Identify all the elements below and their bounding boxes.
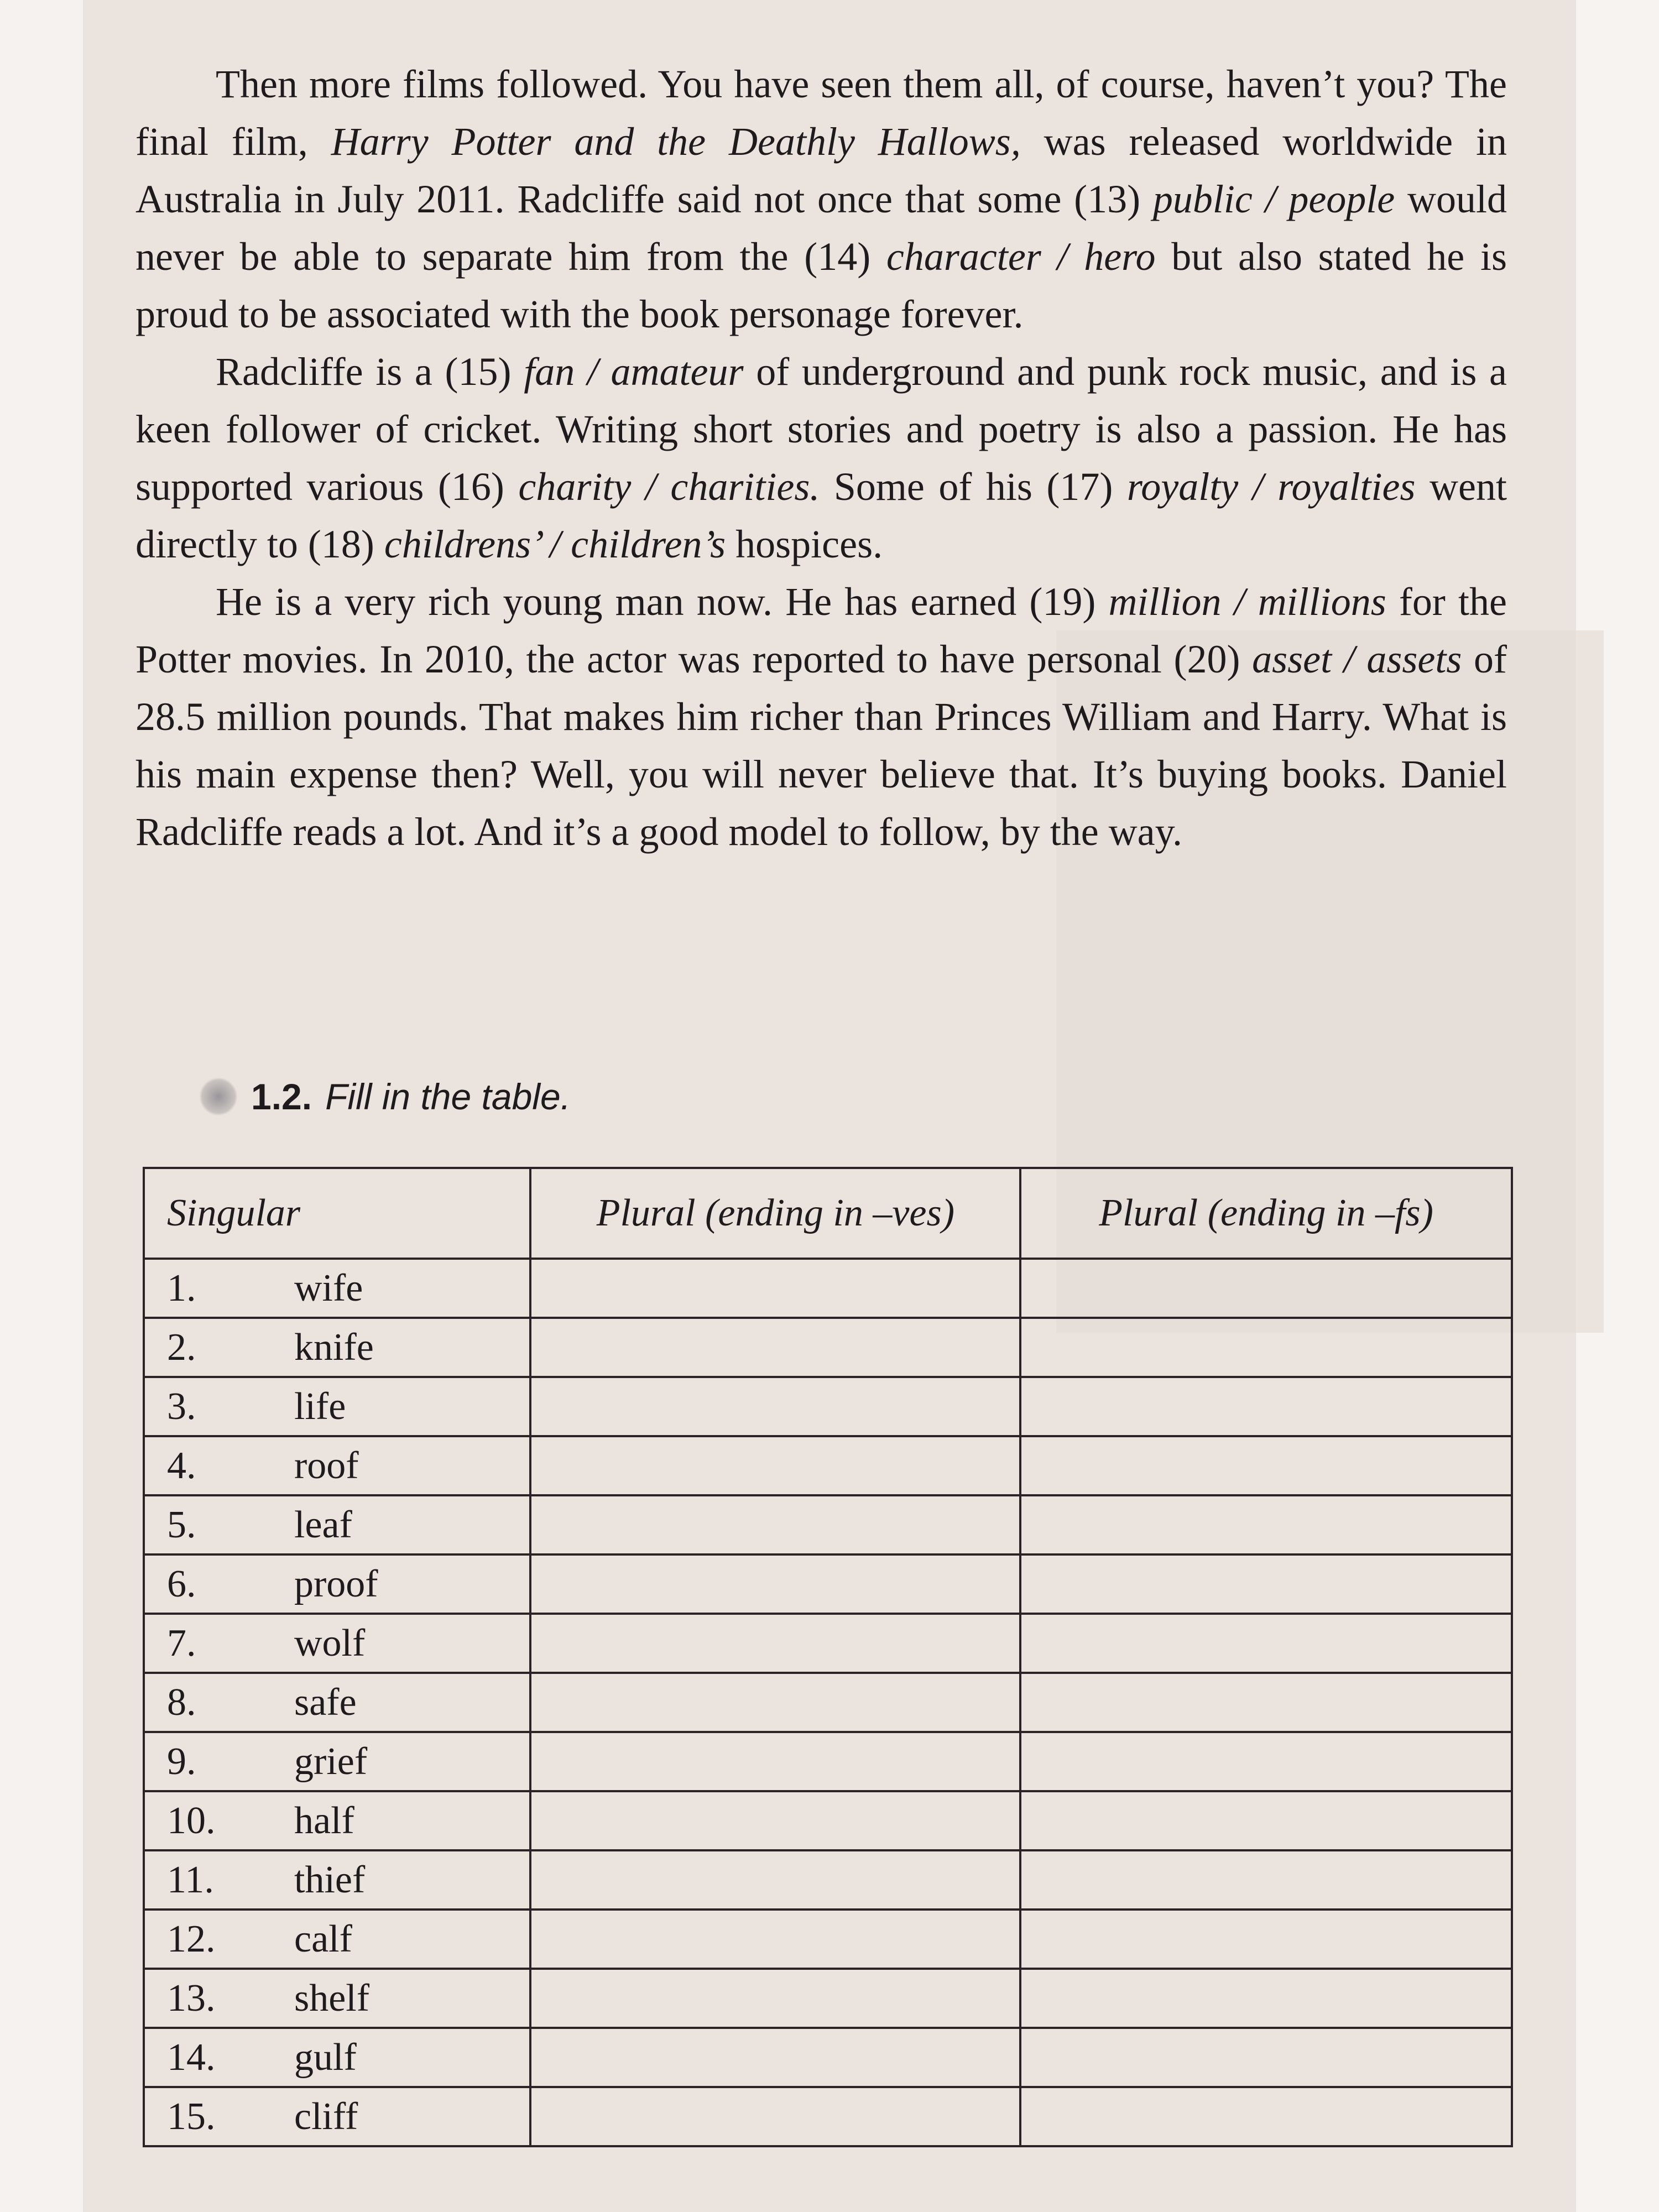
table-row bbox=[144, 2087, 1512, 2146]
plural-fs-cell[interactable] bbox=[1020, 2028, 1512, 2087]
paragraph-text: went directly to (18) bbox=[135, 465, 1507, 566]
singular-word: shelf bbox=[294, 1976, 370, 2020]
plural-fs-cell[interactable] bbox=[1020, 1910, 1512, 1969]
singular-cell bbox=[144, 1732, 530, 1791]
plural-ves-cell[interactable] bbox=[530, 1673, 1020, 1732]
body-text bbox=[135, 55, 1507, 860]
plural-ves-cell[interactable] bbox=[530, 1910, 1020, 1969]
header-plural-fs: Plural (ending in –fs) bbox=[1020, 1168, 1512, 1259]
paragraph-text: Then more films followed. You have seen them all, of course, haven’t you? The final film, bbox=[135, 62, 1507, 164]
singular-word: wolf bbox=[294, 1621, 366, 1665]
table-row bbox=[144, 1614, 1512, 1673]
table-row bbox=[144, 1673, 1512, 1732]
paragraph-text: for the Potter movies. In 2010, the actor was reported to have personal (20) bbox=[135, 580, 1507, 681]
singular-cell bbox=[144, 1673, 530, 1732]
plural-ves-cell[interactable] bbox=[530, 1791, 1020, 1850]
scan-margin-left bbox=[0, 0, 83, 2212]
singular-cell bbox=[144, 1969, 530, 2028]
paragraph-text: He is a very rich young man now. He has earned (19) bbox=[216, 580, 1109, 624]
row-number: 11. bbox=[167, 1858, 214, 1901]
table-header-row bbox=[144, 1168, 1512, 1259]
table-row bbox=[144, 1318, 1512, 1377]
row-number: 1. bbox=[167, 1266, 196, 1310]
singular-cell bbox=[144, 2028, 530, 2087]
singular-word: cliff bbox=[294, 2095, 358, 2138]
row-number: 8. bbox=[167, 1681, 196, 1724]
plural-fs-cell[interactable] bbox=[1020, 1791, 1512, 1850]
row-number: 9. bbox=[167, 1740, 196, 1783]
paragraph-text: would never be able to separate him from the (14) bbox=[135, 177, 1507, 279]
plural-fs-cell[interactable] bbox=[1020, 1614, 1512, 1673]
italic-choice: charity / charities. bbox=[518, 465, 820, 509]
row-number: 10. bbox=[167, 1799, 216, 1842]
singular-cell bbox=[144, 1850, 530, 1910]
paragraph bbox=[135, 343, 1507, 573]
singular-word: grief bbox=[294, 1740, 368, 1783]
paragraph bbox=[135, 55, 1507, 343]
table-row bbox=[144, 1259, 1512, 1318]
table-row bbox=[144, 1495, 1512, 1554]
plural-fs-cell[interactable] bbox=[1020, 1436, 1512, 1495]
row-number: 4. bbox=[167, 1444, 196, 1487]
italic-choice: asset / assets bbox=[1252, 637, 1462, 681]
singular-word: proof bbox=[294, 1562, 378, 1605]
singular-cell bbox=[144, 1377, 530, 1436]
plural-ves-cell[interactable] bbox=[530, 1436, 1020, 1495]
italic-choice: Harry Potter and the Deathly Hallows, bbox=[331, 119, 1021, 164]
row-number: 3. bbox=[167, 1385, 196, 1428]
italic-choice: royalty / royalties bbox=[1126, 465, 1416, 509]
table-row bbox=[144, 1969, 1512, 2028]
plural-ves-cell[interactable] bbox=[530, 1318, 1020, 1377]
header-singular: Singular bbox=[144, 1168, 530, 1259]
plural-fs-cell[interactable] bbox=[1020, 1850, 1512, 1910]
plural-ves-cell[interactable] bbox=[530, 1614, 1020, 1673]
table-row bbox=[144, 1850, 1512, 1910]
plural-fs-cell[interactable] bbox=[1020, 1495, 1512, 1554]
singular-word: gulf bbox=[294, 2036, 357, 2079]
exercise-heading bbox=[199, 1076, 571, 1118]
plural-fs-cell[interactable] bbox=[1020, 1673, 1512, 1732]
paragraph-text: Radcliffe is a (15) bbox=[216, 349, 524, 394]
paragraph-text: of 28.5 million pounds. That makes him richer than Princes William and Harry. What is his main expense then? Well, you will never believe that. It’s buying books. Daniel Radcliffe reads a lot. And it’s a good model to follow, by the way. bbox=[135, 637, 1507, 854]
plural-ves-cell[interactable] bbox=[530, 1969, 1020, 2028]
plural-fs-cell[interactable] bbox=[1020, 1377, 1512, 1436]
plural-fs-cell[interactable] bbox=[1020, 1318, 1512, 1377]
table-row bbox=[144, 1554, 1512, 1614]
plural-ves-cell[interactable] bbox=[530, 1495, 1020, 1554]
plural-ves-cell[interactable] bbox=[530, 1554, 1020, 1614]
singular-cell bbox=[144, 1791, 530, 1850]
paragraph-text: hospices. bbox=[726, 522, 883, 566]
row-number: 14. bbox=[167, 2036, 216, 2079]
exercise-number: 1.2. bbox=[251, 1076, 312, 1117]
italic-choice: character / hero bbox=[886, 234, 1156, 279]
paragraph-text: but also stated he is proud to be associated with the book personage forever. bbox=[135, 234, 1507, 336]
italic-choice: million / millions bbox=[1108, 580, 1386, 624]
singular-word: leaf bbox=[294, 1503, 352, 1546]
row-number: 6. bbox=[167, 1562, 196, 1605]
singular-cell bbox=[144, 1554, 530, 1614]
table-row bbox=[144, 2028, 1512, 2087]
table-row bbox=[144, 1732, 1512, 1791]
row-number: 2. bbox=[167, 1326, 196, 1369]
singular-word: safe bbox=[294, 1681, 357, 1724]
plural-fs-cell[interactable] bbox=[1020, 1554, 1512, 1614]
paragraph-text: was released worldwide in Australia in July 2011. Radcliffe said not once that some (13) bbox=[135, 119, 1507, 221]
paragraph-text: of underground and punk rock music, and is a keen follower of cricket. Writing short stories and poetry is also a passion. He has supported various (16) bbox=[135, 349, 1507, 509]
header-plural-ves: Plural (ending in –ves) bbox=[530, 1168, 1020, 1259]
table-row bbox=[144, 1910, 1512, 1969]
plural-fs-cell[interactable] bbox=[1020, 1969, 1512, 2028]
singular-cell bbox=[144, 1318, 530, 1377]
plural-ves-cell[interactable] bbox=[530, 1850, 1020, 1910]
singular-word: half bbox=[294, 1799, 354, 1842]
singular-cell bbox=[144, 2087, 530, 2146]
singular-word: life bbox=[294, 1385, 346, 1428]
singular-word: knife bbox=[294, 1326, 374, 1369]
italic-choice: fan / amateur bbox=[524, 349, 744, 394]
row-number: 15. bbox=[167, 2095, 216, 2138]
plural-ves-cell[interactable] bbox=[530, 1377, 1020, 1436]
singular-word: roof bbox=[294, 1444, 359, 1487]
plural-ves-cell[interactable] bbox=[530, 1259, 1020, 1318]
singular-word: thief bbox=[294, 1858, 366, 1901]
fill-in-table bbox=[143, 1167, 1513, 2147]
singular-word: calf bbox=[294, 1917, 352, 1960]
plural-fs-cell[interactable] bbox=[1020, 1259, 1512, 1318]
paragraph bbox=[135, 573, 1507, 860]
plural-ves-cell[interactable] bbox=[530, 1732, 1020, 1791]
plural-ves-cell[interactable] bbox=[530, 2028, 1020, 2087]
singular-cell bbox=[144, 1495, 530, 1554]
italic-choice: childrens’ / children’s bbox=[384, 522, 726, 566]
singular-cell bbox=[144, 1614, 530, 1673]
plural-fs-cell[interactable] bbox=[1020, 2087, 1512, 2146]
row-number: 12. bbox=[167, 1917, 216, 1960]
row-number: 13. bbox=[167, 1976, 216, 2020]
table-row bbox=[144, 1791, 1512, 1850]
paragraph-text: Some of his (17) bbox=[820, 465, 1127, 509]
singular-word: wife bbox=[294, 1266, 363, 1310]
table-row bbox=[144, 1377, 1512, 1436]
singular-cell bbox=[144, 1910, 530, 1969]
exercise-instruction: Fill in the table. bbox=[325, 1076, 571, 1117]
listening-icon bbox=[199, 1077, 238, 1116]
singular-cell bbox=[144, 1436, 530, 1495]
italic-choice: public / people bbox=[1152, 177, 1395, 221]
table-row bbox=[144, 1436, 1512, 1495]
singular-cell bbox=[144, 1259, 530, 1318]
row-number: 5. bbox=[167, 1503, 196, 1546]
plural-fs-cell[interactable] bbox=[1020, 1732, 1512, 1791]
row-number: 7. bbox=[167, 1621, 196, 1665]
plural-ves-cell[interactable] bbox=[530, 2087, 1020, 2146]
